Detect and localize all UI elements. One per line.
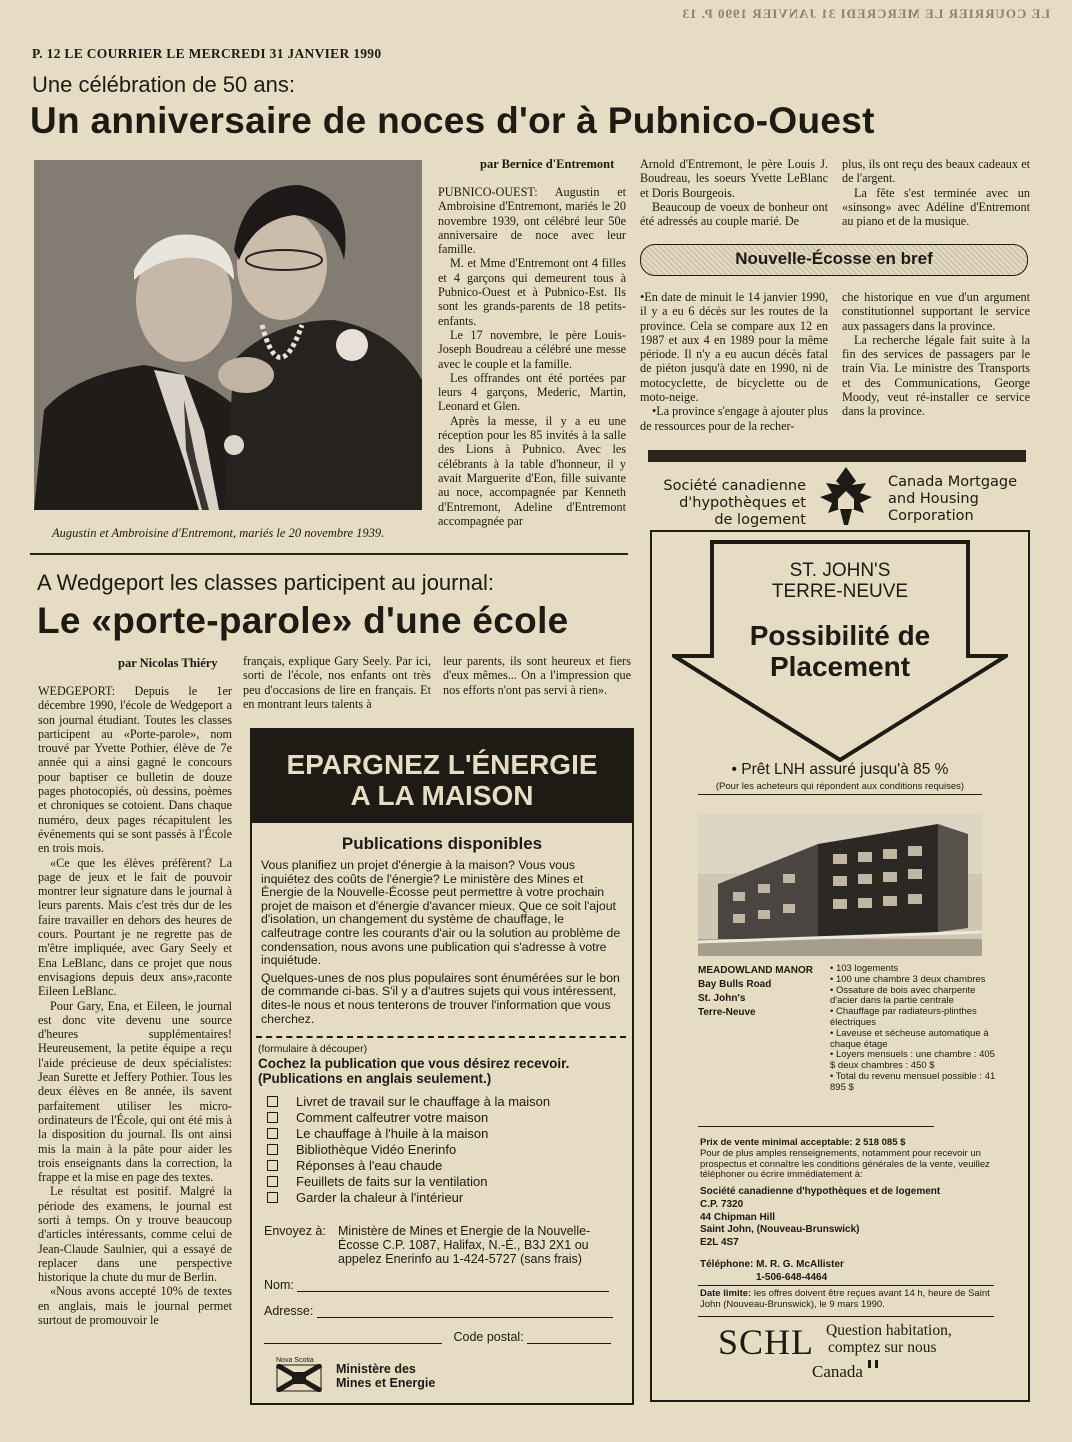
postal-field[interactable] bbox=[264, 1330, 624, 1344]
schl-offer-title-line: Possibilité de bbox=[749, 620, 931, 651]
article2-column-2 bbox=[243, 654, 431, 711]
send-to-label: Envoyez à: bbox=[264, 1224, 326, 1238]
energy-ad-title-line: A LA MAISON bbox=[350, 780, 534, 811]
schl-english-name-line: Canada Mortgage bbox=[888, 474, 1018, 490]
ministry-name-line: Ministère des bbox=[336, 1362, 416, 1376]
publication-option[interactable] bbox=[267, 1174, 550, 1190]
publication-option[interactable] bbox=[267, 1094, 550, 1110]
coupon-note: (formulaire à découper) bbox=[258, 1043, 368, 1055]
article1-paragraph: La fête s'est terminée avec un «sinsong» avec Adéline d'Entremont au piano et de la musique. bbox=[842, 185, 1030, 229]
schl-english-name-line: Corporation bbox=[888, 508, 974, 524]
price-text: Pour de plus amples renseignements, notamment pour recevoir un prospectus et connaître les conditions générales de la vente, veuillez téléphoner ou écrire immédiatement à: bbox=[700, 1147, 990, 1181]
brief-paragraph: La recherche légale fait suite à la fin des services de passagers par le train Via. Le ministre des Transports et des Communications, George Moody, veut ré-installer ce service dans la province. bbox=[842, 332, 1030, 419]
publication-label: Le chauffage à l'huile à la maison bbox=[296, 1126, 489, 1141]
coupon-cut-line bbox=[256, 1036, 626, 1038]
property-block bbox=[698, 964, 813, 1020]
spec-item: • Chauffage par radiateurs-plinthes électriques bbox=[830, 1006, 977, 1028]
spec-item: • Total du revenu mensuel possible : 41 895 $ bbox=[830, 1070, 996, 1093]
article2-paragraph: leur parents, ils sont heureux et fiers d'eux mêmes... On a l'impression que nos efforts n'ont pas servi à rien». bbox=[443, 654, 631, 697]
schl-ad bbox=[650, 530, 1030, 1402]
contact-line: Société canadienne d'hypothèques et de logement bbox=[700, 1186, 941, 1197]
schl-english-name-line: and Housing bbox=[888, 491, 979, 507]
schl-french-name-line: Société canadienne bbox=[663, 478, 806, 494]
checkbox[interactable] bbox=[267, 1160, 278, 1171]
energy-ad-title-line: EPARGNEZ L'ÉNERGIE bbox=[286, 749, 598, 780]
article1-column-2 bbox=[640, 157, 828, 228]
energy-ad-header bbox=[252, 730, 632, 823]
article1-paragraph: M. et Mme d'Entremont ont 4 filles et 4 garçons qui demeurent tous à Pubnico-Ouest et à Pubnico-Est. Ils sont les grands-parents de 18 petits-enfants. bbox=[438, 256, 626, 328]
schl-logo: SCHL bbox=[718, 1322, 815, 1362]
checkbox[interactable] bbox=[267, 1128, 278, 1139]
energy-ad bbox=[250, 728, 634, 1405]
article2-column-1 bbox=[38, 684, 232, 1327]
schl-english-name bbox=[888, 474, 1017, 525]
couple-photo bbox=[34, 160, 422, 510]
publication-option[interactable] bbox=[267, 1190, 550, 1206]
publication-label: Bibliothèque Vidéo Enerinfo bbox=[296, 1142, 457, 1157]
schl-offer-title-line: Placement bbox=[769, 651, 911, 682]
schl-slogan-line: Question habitation, bbox=[826, 1322, 952, 1339]
article1-paragraph: Après la messe, il y a eu une réception pour les 85 invités à la salle des Lions à Pubnico. Avec les célébrants à la table d'honneur, il y avait Marguerite d'Eon, fille suivante au noce, accompagnée par Kenneth d'Entremont, Adeline d'Entremont accompagnée par bbox=[438, 413, 626, 528]
publication-option[interactable] bbox=[267, 1126, 550, 1142]
coupon-title-line: Cochez la publication que vous désirez recevoir. bbox=[258, 1056, 570, 1071]
schl-offer-title bbox=[652, 620, 1028, 682]
address-field[interactable] bbox=[264, 1304, 619, 1318]
schl-divider bbox=[698, 1285, 994, 1286]
publication-label: Feuillets de faits sur la ventilation bbox=[296, 1174, 488, 1189]
article2-paragraph: «Nous avons accepté 10% de textes en anglais, mais le journal permet surtout de promouvoir le bbox=[38, 1284, 232, 1328]
coupon-title bbox=[258, 1056, 569, 1086]
checkbox[interactable] bbox=[267, 1096, 278, 1107]
energy-ad-paragraph: Quelques-unes de nos plus populaires sont énumérées sur le bon de commande ci-bas. S'il y a d'autres sujets qui vous intéressent, dites-le nous et nous tenterons de trouver l'information que vous cherchez. bbox=[261, 970, 620, 1026]
phone-number: 1-506-648-4464 bbox=[756, 1271, 828, 1283]
energy-ad-title bbox=[252, 749, 632, 811]
article1-paragraph: Arnold d'Entremont, le père Louis J. Boudreau, les soeurs Yvette LeBlanc et Doris Bourgeois. bbox=[640, 157, 828, 200]
energy-ad-body bbox=[261, 859, 621, 1026]
deadline-text: les offres doivent être reçues avant 14 h, heure de Saint John (Nouveau-Brunswick), le 9 mars 1990. bbox=[700, 1288, 990, 1310]
phone-label: Téléphone: M. R. G. McAllister bbox=[700, 1259, 844, 1270]
schl-slogan-line: comptez sur nous bbox=[828, 1339, 937, 1356]
schl-divider bbox=[698, 1316, 994, 1317]
publication-label: Garder la chaleur à l'intérieur bbox=[296, 1190, 464, 1205]
contact-block bbox=[700, 1186, 940, 1250]
property-address-line: St. John's bbox=[698, 993, 746, 1004]
article2-byline: par Nicolas Thiéry bbox=[118, 656, 218, 670]
name-input-line[interactable] bbox=[297, 1291, 609, 1292]
couple-photo-illustration bbox=[34, 160, 422, 510]
apartment-building-photo bbox=[698, 814, 982, 956]
coupon-subtitle: (Publications en anglais seulement.) bbox=[258, 1071, 492, 1086]
schl-loan: • Prêt LNH assuré jusqu'à 85 % bbox=[731, 761, 949, 778]
schl-loan-note: (Pour les acheteurs qui répondent aux conditions requises) bbox=[715, 781, 965, 792]
schl-city-line: TERRE-NEUVE bbox=[771, 581, 909, 602]
schl-french-name-line: de logement bbox=[714, 512, 806, 528]
cmhc-maple-house-logo bbox=[812, 465, 880, 529]
article1-byline: par Bernice d'Entremont bbox=[480, 157, 615, 171]
name-label: Nom: bbox=[264, 1278, 294, 1292]
deadline-label: Date limite: bbox=[700, 1288, 752, 1299]
canada-flag-icon bbox=[868, 1360, 878, 1368]
price-label: Prix de vente minimal acceptable: 2 518 085 $ bbox=[700, 1137, 906, 1148]
spec-item: • Laveuse et sécheuse automatique à chaque étage bbox=[830, 1027, 989, 1050]
schl-french-name-line: d'hypothèques et bbox=[679, 495, 806, 511]
schl-city bbox=[652, 560, 1028, 602]
schl-slogan bbox=[826, 1322, 952, 1356]
article2-paragraph: Pour Gary, Ena, et Eileen, le journal est donc vite devenu une source d'heures supplémentaires! Heureusement, la petite équipe a reçu l'aide précieuse de deux spécialistes: Jean Surette et Jeffery Pothier. Tous les deux élèves en 8e année, ils savent parfaitement utiliser les micro-ordinateurs de l'École, qui ont été mis à la disposition du journal. Ils ont ainsi mis la main à la pâte pour aider les trois enseignants dans la correction, la frappe et la mise en page des textes. bbox=[38, 998, 232, 1185]
name-field[interactable] bbox=[264, 1278, 619, 1292]
nova-scotia-flag-icon bbox=[276, 1364, 322, 1392]
schl-french-name bbox=[650, 478, 806, 529]
energy-ad-paragraph: Vous planifiez un projet d'énergie à la maison? Vous vous inquiétez des coûts de l'énergie? Le ministère des Mines et Énergie de la Nouvelle-Écosse peut permettre à votre prochain projet de maison et d'énergie d'avancer mieux. Que ce soit l'ajout d'isolation, un changement du système de chauffage, le calfeutrage contre les courants d'air ou la solution au problème de condensation, nous avons une publication qui s'adresse à votre inquiétude. bbox=[261, 858, 621, 968]
article1-paragraph: Beaucoup de voeux de bonheur ont été adressés au couple marié. De bbox=[640, 199, 828, 229]
article2-paragraph: français, explique Gary Seely. Par ici, sorti de l'école, nos enfants ont très peu d'occasions de lire en français. Et en montrant leurs talents à bbox=[243, 654, 431, 711]
schl-divider bbox=[698, 794, 982, 795]
brief-banner bbox=[640, 244, 1028, 276]
publication-option[interactable] bbox=[267, 1142, 550, 1158]
article2-paragraph: «Ce que les élèves préfèrent? La page de jeux et le fait de pouvoir montrer leur signature dans le journal à leurs parents. Mais c'est très dur de les faire travailler en dehors des heures de cours. Pourtant je ne regrette pas de m'être impliquée, avec Gary Seely et Ena LeBlanc, dans ce projet que nous envisagions depuis deux ans»,raconte Eileen LeBlanc. bbox=[38, 855, 232, 999]
article2-headline: Le «porte-parole» d'une école bbox=[37, 600, 569, 641]
publication-option[interactable] bbox=[267, 1158, 550, 1174]
article1-paragraph: Le 17 novembre, le père Louis-Joseph Boudreau a célébré une messe avec le couple et la famille. bbox=[438, 327, 626, 371]
spec-item: • Ossature de bois avec charpente d'acier dans la partie centrale bbox=[830, 984, 976, 1007]
nova-scotia-logo bbox=[276, 1357, 322, 1396]
contact-line: C.P. 7320 bbox=[700, 1198, 744, 1210]
publication-checklist bbox=[267, 1094, 550, 1206]
postal-label: Code postal: bbox=[453, 1330, 524, 1344]
spec-item: • 100 une chambre 3 deux chambres bbox=[830, 973, 986, 985]
spec-item: • 103 logements bbox=[830, 963, 899, 974]
property-specs bbox=[830, 964, 1000, 1094]
brief-column-1 bbox=[640, 290, 828, 433]
schl-city-line: ST. JOHN'S bbox=[789, 560, 891, 581]
contact-line: E2L 4S7 bbox=[700, 1237, 739, 1249]
checkbox[interactable] bbox=[267, 1144, 278, 1155]
photo-caption: Augustin et Ambroisine d'Entremont, mariés le 20 novembre 1939. bbox=[52, 526, 385, 540]
address-input-line[interactable] bbox=[317, 1317, 613, 1318]
article2-paragraph: Le résultat est positif. Malgré la période des examens, le journal est sorti à temps. On y trouve beaucoup d'articles intéressants, comme celui de Jean-Claude Saulnier, qui a essayé de replacer dans une perspective historique la chute du mur de Berlin. bbox=[38, 1184, 232, 1285]
article1-paragraph: Les offrandes ont été portées par leurs 4 garçons, Mederic, Martin, Leonard et Glen. bbox=[438, 370, 626, 414]
contact-line: 44 Chipman Hill bbox=[700, 1211, 776, 1223]
article1-kicker: Une célébration de 50 ans: bbox=[32, 72, 295, 97]
brief-paragraph: che historique en vue d'un argument constitutionnel supportant le service aux passagers dans la province. bbox=[842, 290, 1030, 333]
contact-line: Saint John, (Nouveau-Brunswick) bbox=[700, 1224, 860, 1236]
article1-headline: Un anniversaire de noces d'or à Pubnico-Ouest bbox=[30, 100, 875, 141]
send-to-address: Ministère de Mines et Energie de la Nouvelle-Écosse C.P. 1087, Halifax, N.-É., B3J 2X1 ou appelez Enerinfo au 1-424-5727 (sans frais) bbox=[338, 1224, 591, 1266]
postal-input-line[interactable] bbox=[527, 1343, 611, 1344]
address-line-2[interactable] bbox=[264, 1343, 442, 1344]
property-name: MEADOWLAND MANOR bbox=[698, 965, 813, 976]
article2-column-3 bbox=[443, 654, 631, 697]
publication-label: Comment calfeutrer votre maison bbox=[296, 1110, 489, 1125]
canada-wordmark: Canada bbox=[812, 1362, 863, 1381]
checkbox[interactable] bbox=[267, 1192, 278, 1203]
running-header: P. 12 LE COURRIER LE MERCREDI 31 JANVIER 1990 bbox=[32, 46, 382, 61]
schl-divider bbox=[698, 1126, 934, 1127]
publication-option[interactable] bbox=[267, 1110, 550, 1126]
ministry-name-line: Mines et Energie bbox=[336, 1376, 436, 1390]
brief-title: Nouvelle-Écosse en bref bbox=[735, 249, 933, 268]
phone-block bbox=[700, 1259, 844, 1285]
article2-paragraph: WEDGEPORT: Depuis le 1er décembre 1990, l'école de Wedgeport a son journal étudiant. Toutes les classes participent au «Porte-parole», nom trouvé par Yvette Pothier, élève de 7e année qui a ainsi gagné le concours pour baptiser ce bulletin de douze pages photocopiés, où dessins, poèmes et chroniques se cotoient. Dans chaque numéro, deux pages récapitulent les événements qui se sont passés à l'École en trois mois. bbox=[38, 684, 232, 856]
schl-top-bar bbox=[648, 450, 1026, 462]
property-address-line: Bay Bulls Road bbox=[698, 979, 772, 990]
brief-paragraph: •La province s'engage à ajouter plus de ressources pour de la recher- bbox=[640, 404, 829, 433]
publication-label: Livret de travail sur le chauffage à la maison bbox=[296, 1094, 551, 1109]
article1-column-1 bbox=[438, 185, 626, 528]
mirrored-header: LE COURRIER LE MERCREDI 31 JANVIER 1990 P. 13 bbox=[681, 6, 1050, 21]
checkbox[interactable] bbox=[267, 1112, 278, 1123]
checkbox[interactable] bbox=[267, 1176, 278, 1187]
publication-label: Réponses à l'eau chaude bbox=[296, 1158, 443, 1173]
spec-item: • Loyers mensuels : une chambre : 405 $ deux chambres : 450 $ bbox=[830, 1049, 995, 1072]
brief-column-2 bbox=[842, 290, 1030, 419]
article1-column-3 bbox=[842, 157, 1030, 228]
brief-paragraph: •En date de minuit le 14 janvier 1990, il y a eu 6 décès sur les routes de la province. Cela se compare aux 12 en 1987 et aux 4 en 1989 pour la même période. Il n'y a eu aucun décès fatal de piéton jusqu'à date en 1990, ni de motocyclette, de bicyclette ou de moto-neige. bbox=[640, 290, 828, 405]
article1-paragraph: PUBNICO-OUEST: Augustin et Ambroisine d'Entremont, mariés le 20 novembre 1939, ont célébré leur 50e anniversaire de noce avec leur famille. bbox=[438, 185, 626, 257]
deadline-block bbox=[700, 1289, 990, 1311]
ministry-name bbox=[336, 1362, 435, 1390]
energy-ad-subtitle: Publications disponibles bbox=[341, 834, 543, 853]
article2-kicker: A Wedgeport les classes participent au journal: bbox=[37, 570, 494, 595]
nova-scotia-logo-text: Nova Scotia bbox=[276, 1357, 314, 1364]
property-address-line: Terre-Neuve bbox=[698, 1007, 756, 1018]
address-label: Adresse: bbox=[264, 1304, 314, 1318]
price-block bbox=[700, 1138, 990, 1181]
article1-paragraph: plus, ils ont reçu des beaux cadeaux et de l'argent. bbox=[842, 157, 1030, 186]
section-divider bbox=[30, 553, 628, 555]
